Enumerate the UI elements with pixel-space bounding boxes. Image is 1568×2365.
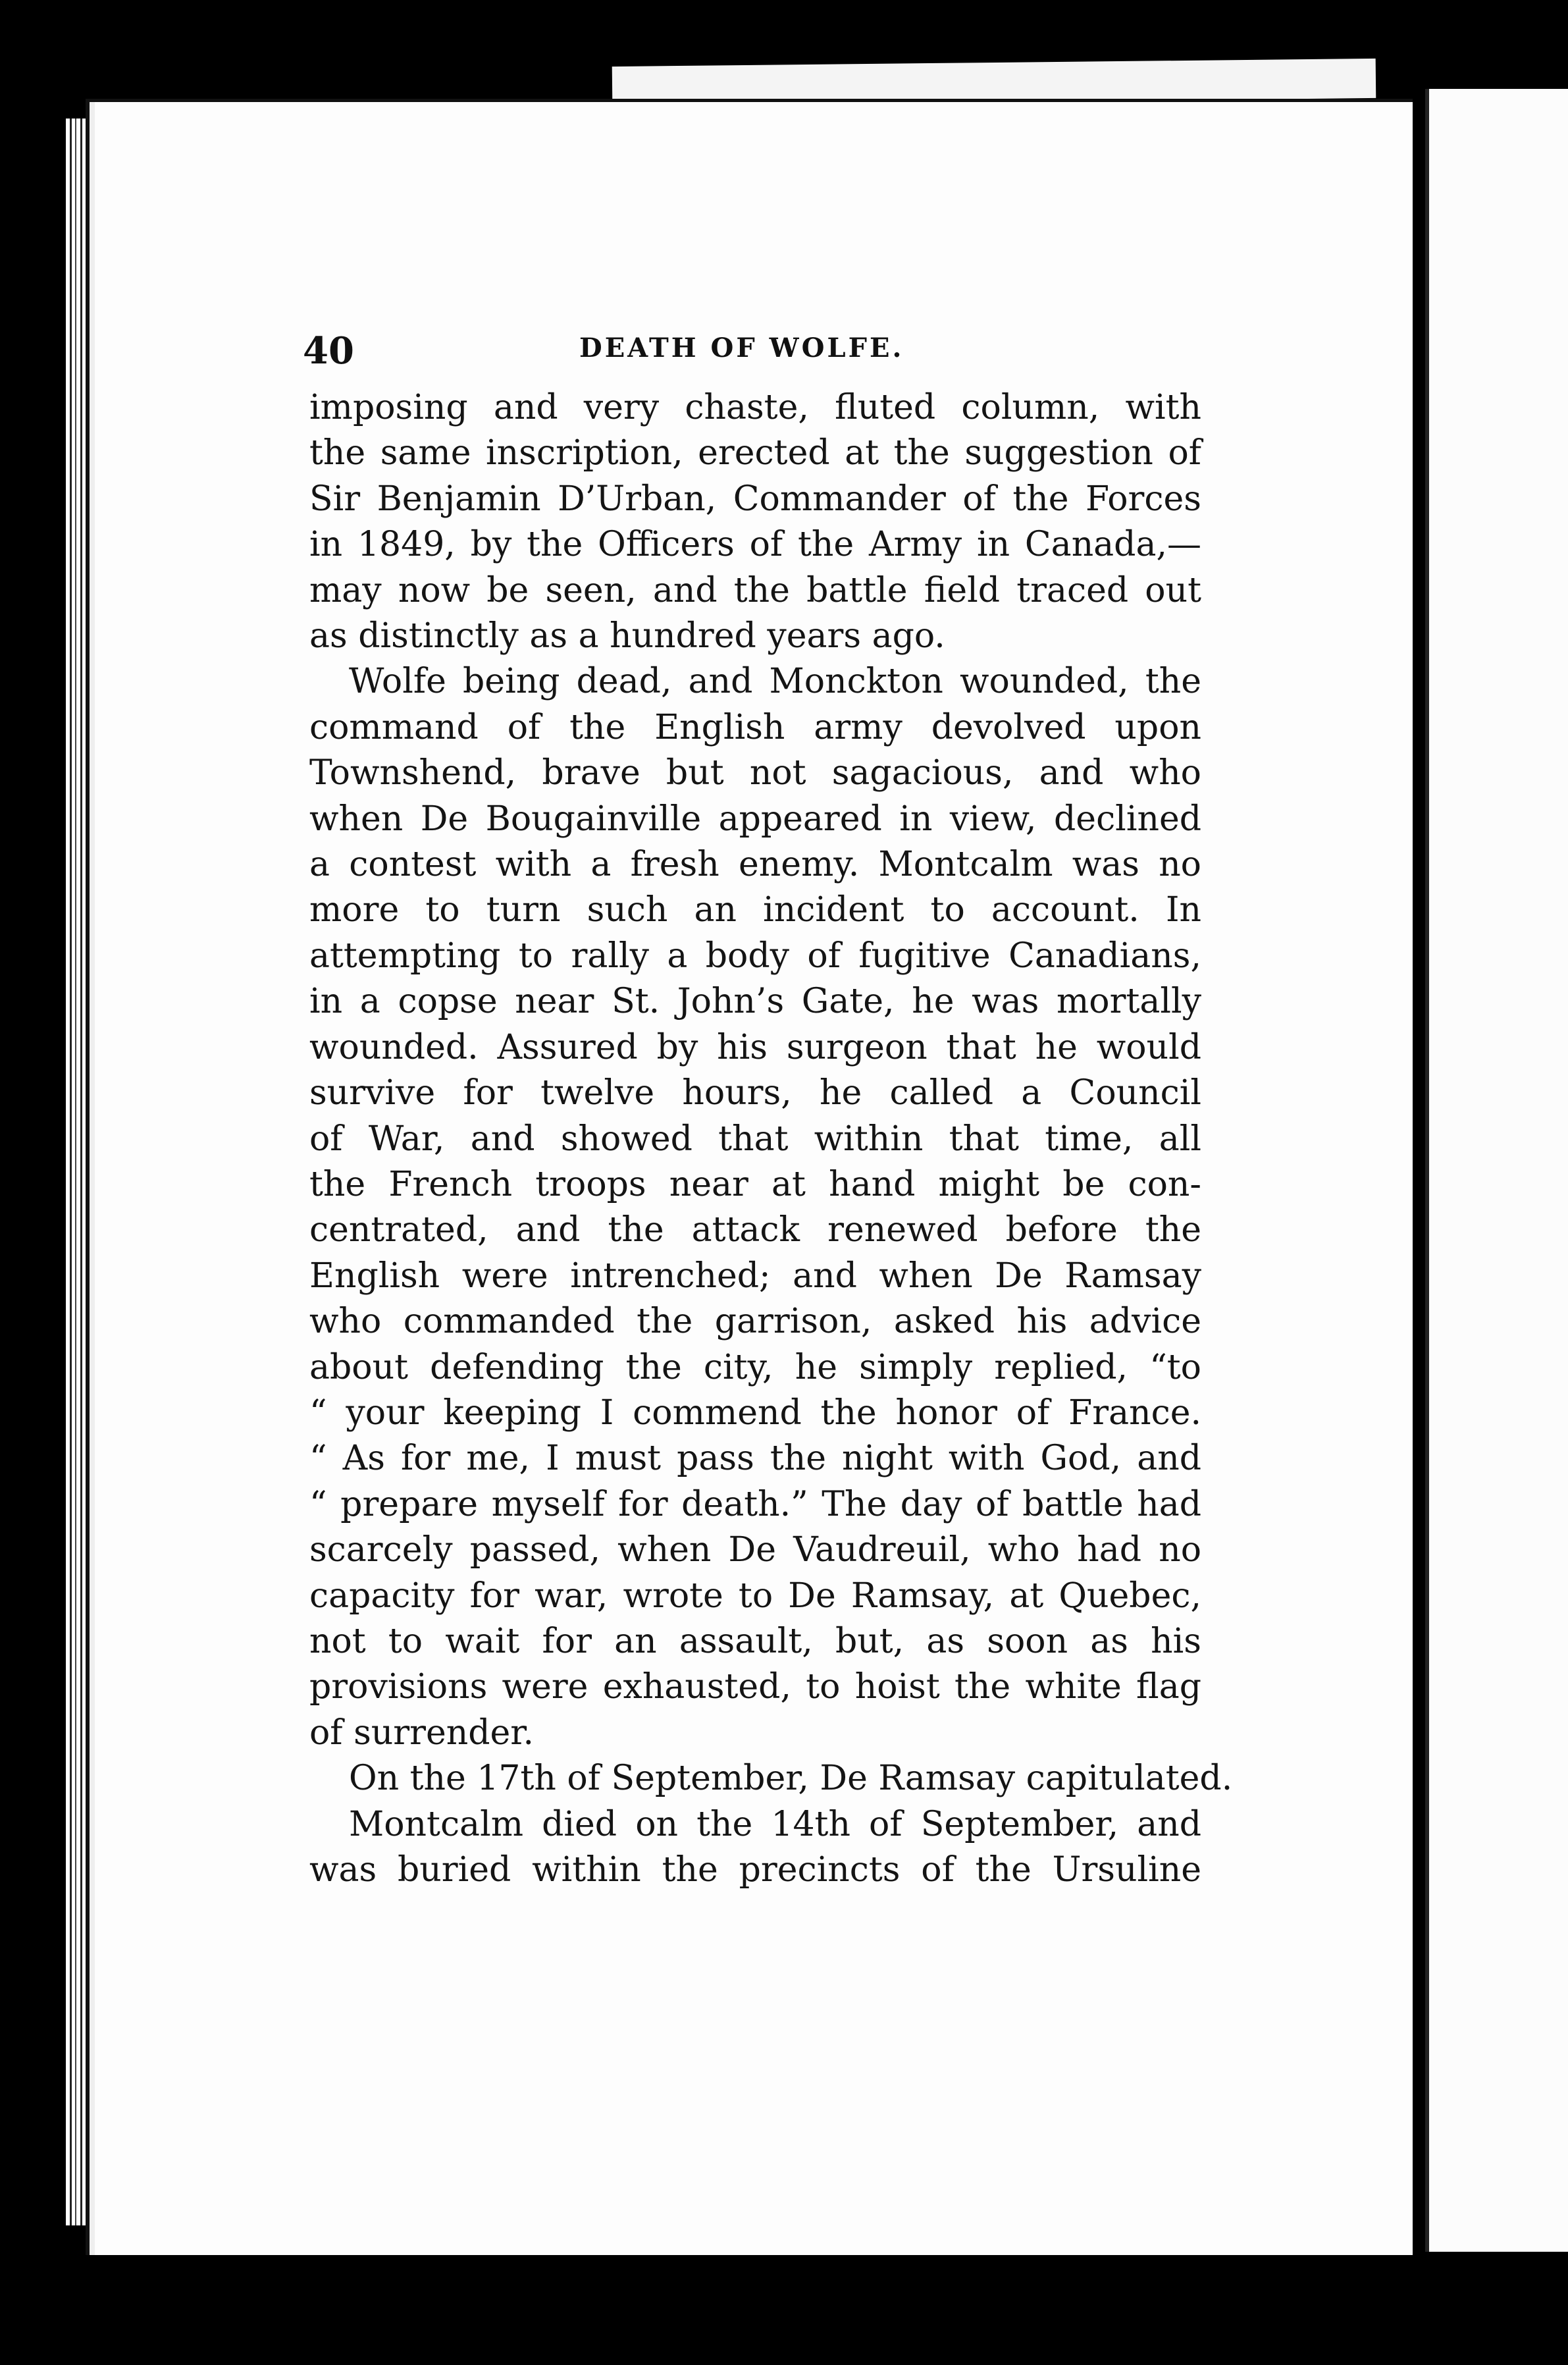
text-line: English were intrenched; and when De Ramsay	[309, 1256, 1201, 1296]
text-line: of War, and showed that within that time, all	[309, 1119, 1201, 1159]
text-line: who commanded the garrison, asked his advice	[309, 1302, 1201, 1342]
text-line: “ prepare myself for death.” The day of battle had	[309, 1484, 1201, 1524]
text-line: Townshend, brave but not sagacious, and who	[309, 753, 1201, 793]
text-line: On the 17th of September, De Ramsay capitulated.	[349, 1759, 1233, 1799]
text-line: more to turn such an incident to account. In	[309, 890, 1201, 930]
text-line: a contest with a fresh enemy. Montcalm was no	[309, 845, 1201, 885]
text-line: command of the English army devolved upon	[309, 707, 1201, 747]
text-line: Montcalm died on the 14th of September, and	[349, 1804, 1201, 1844]
text-line: wounded. Assured by his surgeon that he would	[309, 1027, 1201, 1067]
facing-page	[1425, 89, 1568, 2252]
text-line: “ As for me, I must pass the night with God, and	[309, 1439, 1201, 1479]
text-line: the same inscription, erected at the suggestion of	[309, 433, 1201, 473]
text-line: “ your keeping I commend the honor of France.	[309, 1393, 1201, 1433]
text-line: centrated, and the attack renewed before the	[309, 1210, 1201, 1250]
text-line: may now be seen, and the battle field traced out	[309, 570, 1201, 610]
text-line: capacity for war, wrote to De Ramsay, at Quebec,	[309, 1576, 1201, 1616]
page-number: 40	[303, 329, 354, 373]
text-line: in a copse near St. John’s Gate, he was mortally	[309, 982, 1201, 1022]
text-line: imposing and very chaste, fluted column, with	[309, 388, 1201, 427]
text-line: was buried within the precincts of the Ursuline	[309, 1850, 1201, 1890]
text-line: survive for twelve hours, he called a Council	[309, 1073, 1201, 1113]
text-line: of surrender.	[309, 1713, 534, 1753]
text-line: the French troops near at hand might be con-	[309, 1164, 1201, 1204]
text-line: when De Bougainville appeared in view, declined	[309, 799, 1201, 839]
text-line: as distinctly as a hundred years ago.	[309, 616, 945, 656]
text-line: in 1849, by the Officers of the Army in Canada,—	[309, 525, 1201, 565]
text-line: not to wait for an assault, but, as soon as his	[309, 1621, 1201, 1661]
text-line: scarcely passed, when De Vaudreuil, who had no	[309, 1530, 1201, 1570]
text-line: Wolfe being dead, and Monckton wounded, the	[349, 662, 1201, 702]
text-line: Sir Benjamin D’Urban, Commander of the Forces	[309, 479, 1201, 519]
running-head: DEATH OF WOLFE.	[579, 332, 904, 363]
body-text	[309, 385, 1233, 1893]
text-line: about defending the city, he simply replied, “to	[309, 1347, 1201, 1387]
text-line: provisions were exhausted, to hoist the white flag	[309, 1667, 1201, 1707]
text-line: attempting to rally a body of fugitive Canadians,	[309, 936, 1201, 976]
